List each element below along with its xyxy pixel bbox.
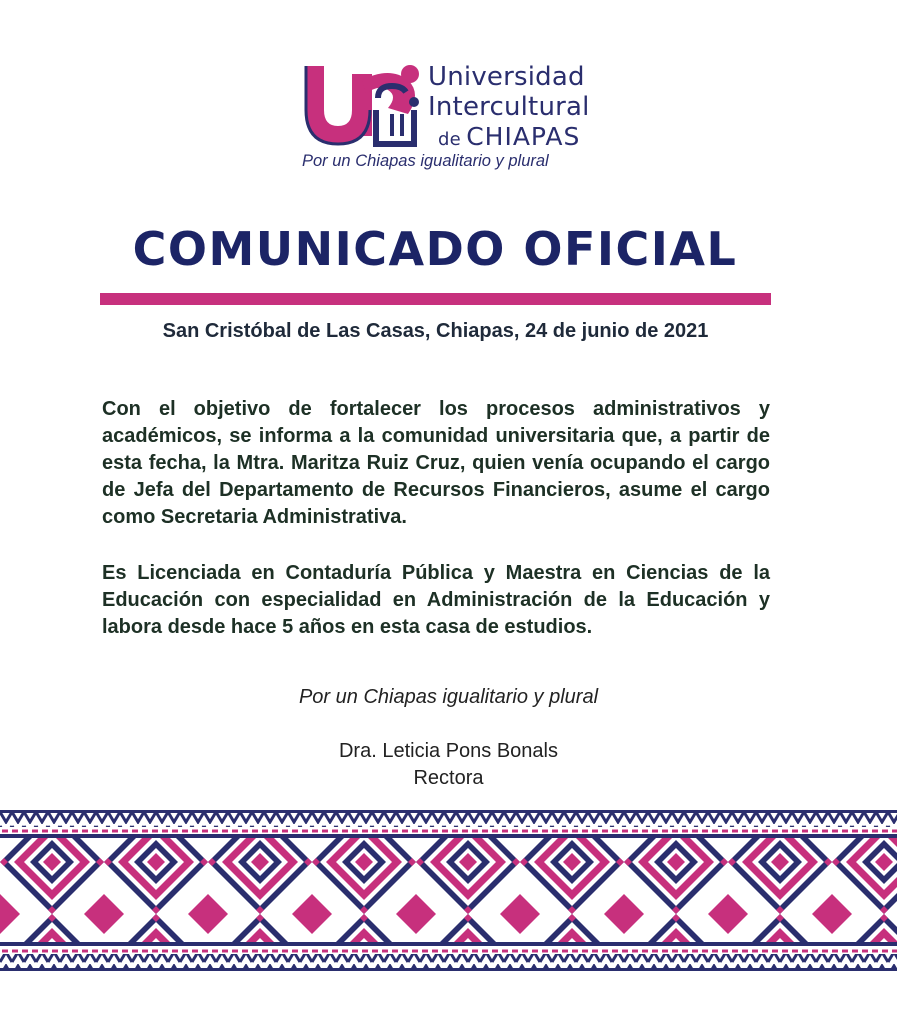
logo-word-de: de — [438, 129, 461, 150]
unich-logo-icon — [302, 62, 428, 150]
body-paragraph-1: Con el objetivo de fortalecer los procesos administrativos y académicos, se informa a la comunidad universitaria que, a partir de esta fecha, la Mtra. Maritza Ruiz Cruz, quien venía ocupando el cargo de Jefa del Departamento de Recursos Financieros, asume el cargo como Secretaria Administrativa. — [102, 398, 770, 528]
closing-slogan: Por un Chiapas igualitario y plural — [298, 686, 599, 708]
logo-slogan: Por un Chiapas igualitario y plural — [302, 152, 549, 170]
logo-line-universidad: Universidad — [428, 62, 585, 92]
logo-word-chiapas: CHIAPAS — [466, 122, 581, 151]
signer-name: Dra. Leticia Pons Bonals — [338, 740, 558, 762]
logo-line-intercultural: Intercultural — [428, 92, 590, 122]
title-divider — [100, 293, 771, 305]
signer-role: Rectora — [413, 767, 484, 789]
body-paragraph-2: Es Licenciada en Contaduría Pública y Maestra en Ciencias de la Educación con especialidad en Administración de la Educación y labora desde hace 5 años en esta casa de estudios. — [102, 562, 770, 638]
document-title: COMUNICADO OFICIAL — [132, 222, 738, 276]
university-logo — [300, 62, 610, 174]
date-line: San Cristóbal de Las Casas, Chiapas, 24 de junio de 2021 — [162, 320, 709, 342]
logo-line-de-chiapas — [438, 122, 580, 151]
textile-pattern-border — [0, 810, 897, 973]
